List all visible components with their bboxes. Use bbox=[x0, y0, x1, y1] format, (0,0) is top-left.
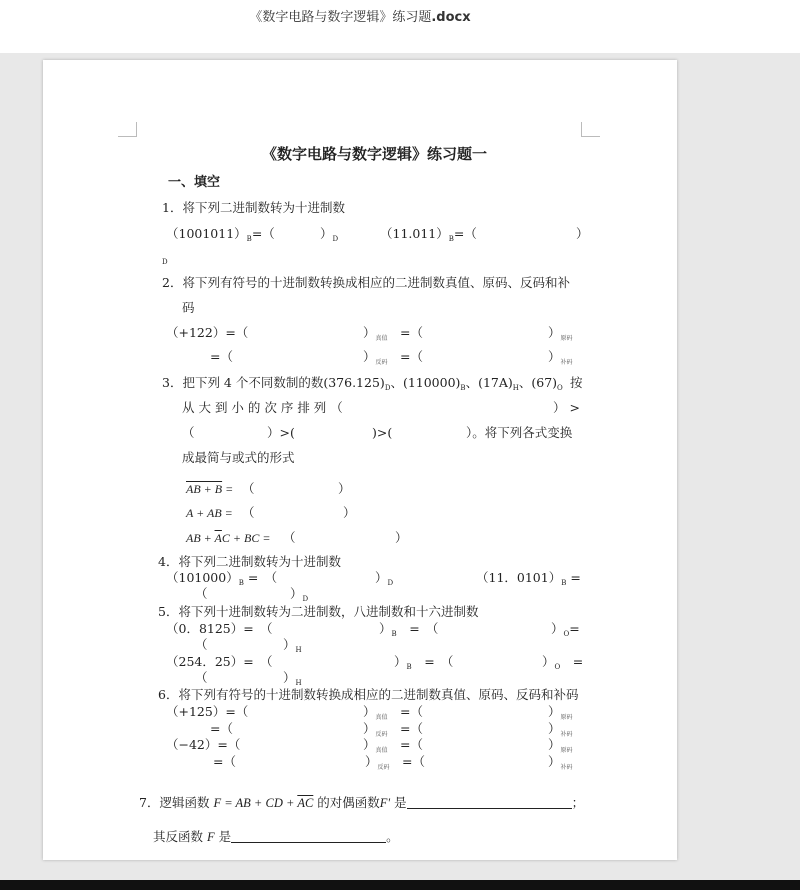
q5-part-a-hex-open: （ bbox=[195, 637, 208, 652]
q3-line1: 3．把下列 4 个不同数制的数$(376.125)_D$、$(110000)_B$、$(17A)_H$、$(67)_O$ bbox=[162, 375, 563, 392]
q6-a-comp: ）$_{补码}$ bbox=[548, 721, 573, 738]
q4-part-a-close: ）$_D$ bbox=[375, 570, 394, 587]
q3-line4: 成最简与或式的形式 bbox=[182, 450, 295, 465]
q3-line1-end: 按 bbox=[570, 375, 583, 390]
q2-wrap: 码 bbox=[182, 300, 195, 315]
q2-value: （+122）=（ bbox=[166, 325, 249, 340]
q3-formula2: A + AB = bbox=[186, 506, 233, 520]
q7-line2: 其反函数 F 是 。 bbox=[153, 829, 399, 844]
q6-a-value: （+125）=（ bbox=[166, 704, 249, 719]
q6-a-eq: =（ bbox=[210, 721, 233, 736]
q1-wrap: D bbox=[162, 258, 168, 266]
q7-line1: 7．逻辑函数 F = AB + CD + $\overline{AC}$ 的对偶函数F' 是 ； bbox=[139, 795, 585, 810]
q3-formula3-open: （ bbox=[283, 530, 296, 545]
q6-b-value: （−42）=（ bbox=[166, 737, 241, 752]
q6-b-true: ）$_{真值}$ =（ bbox=[363, 737, 424, 754]
q3-formula2-open: （ bbox=[242, 505, 255, 520]
document-body bbox=[43, 60, 677, 860]
q4-line3-open: （ bbox=[195, 586, 208, 601]
q5-part-a-o: ）$_O=$ bbox=[551, 621, 580, 638]
q1-label: 1．将下列二进制数转为十进制数 bbox=[162, 200, 345, 215]
q4-line3-close: ）$_D$ bbox=[290, 586, 309, 603]
document-page[interactable] bbox=[43, 60, 677, 860]
q3-formula3: AB + $\overline{A}C$ + BC = bbox=[186, 531, 271, 545]
q2-comp-close: ）$_{补码}$ bbox=[548, 349, 573, 366]
q5-part-b: （254．25）= （ bbox=[166, 654, 273, 669]
section-fill-blank: 一、填空 bbox=[168, 175, 221, 190]
q3-line3-c: )>( bbox=[372, 425, 393, 440]
q6-label: 6．将下列有符号的十进制数转换成相应的二进制数真值、原码、反码和补码 bbox=[158, 687, 579, 702]
q3-formula1: AB + B = bbox=[186, 482, 234, 496]
q5-part-b-hex-open: （ bbox=[195, 670, 208, 685]
q5-part-b-hex-close: ）$_H$ bbox=[283, 670, 302, 687]
q6-a-inv: ）$_{反码}$ =（ bbox=[363, 721, 424, 738]
q1-part-b-close: ） bbox=[576, 226, 589, 241]
q4-part-b: （11．$0101)_B$ = bbox=[476, 570, 581, 587]
q3-formula1-close: ） bbox=[338, 481, 351, 496]
q1-part-a: $(1001011)_B=$（ bbox=[166, 226, 275, 243]
q3-line2: 从 大 到 小 的 次 序 排 列 （ bbox=[182, 400, 343, 415]
q2-eq: =（ bbox=[210, 349, 233, 364]
q6-b-inv: ）$_{反码}$ =（ bbox=[365, 754, 426, 771]
q2-true-close: ）$_{真值}$ =（ bbox=[363, 325, 424, 342]
q3-line2-end: ） > bbox=[553, 400, 580, 415]
q4-part-a: $(101000)_B$ = （ bbox=[166, 570, 278, 587]
q2-inv-close: ）$_{反码}$ =（ bbox=[363, 349, 424, 366]
q2-orig-close: ）$_{原码}$ bbox=[548, 325, 573, 342]
q5-part-a-hex-close: ）$_H$ bbox=[283, 637, 302, 654]
q3-line3-d: ）。将下列各式变换 bbox=[466, 425, 573, 440]
q3-formula1-open: （ bbox=[242, 481, 255, 496]
q6-a-true: ）$_{真值}$ =（ bbox=[363, 704, 424, 721]
q1-part-b: $(11.011)_B=$（ bbox=[380, 226, 477, 243]
q3-formula2-close: ） bbox=[343, 505, 356, 520]
q2-label: 2．将下列有符号的十进制数转换成相应的二进制数真值、原码、反码和补 bbox=[162, 275, 570, 290]
q3-line3-b: ）>( bbox=[267, 425, 295, 440]
q3-formula3-close: ） bbox=[395, 530, 408, 545]
q6-b-eq: =（ bbox=[213, 754, 236, 769]
bottom-bar bbox=[0, 880, 800, 890]
q5-part-a: （0．8125）= （ bbox=[166, 621, 273, 636]
q5-part-b-o: ）$_O$ = bbox=[542, 654, 584, 671]
q5-part-a-b: ）$_B$ = （ bbox=[379, 621, 439, 638]
q1-part-a-close: ）$_D$ bbox=[320, 226, 339, 243]
q6-a-orig: ）$_{原码}$ bbox=[548, 704, 573, 721]
q5-label: 5．将下列十进制数转为二进制数，八进制数和十六进制数 bbox=[158, 604, 479, 619]
document-title: 《数字电路与数字逻辑》练习题.docx bbox=[249, 10, 471, 25]
q6-b-comp: ）$_{补码}$ bbox=[548, 754, 573, 771]
q3-line3-a: （ bbox=[182, 425, 195, 440]
q4-label: 4．将下列二进制数转为十进制数 bbox=[158, 554, 341, 569]
q5-part-b-b: ）$_B$ = （ bbox=[394, 654, 454, 671]
q6-b-orig: ）$_{原码}$ bbox=[548, 737, 573, 754]
title-bar bbox=[0, 0, 800, 53]
doc-heading: 《数字电路与数字逻辑》练习题一 bbox=[262, 145, 488, 163]
